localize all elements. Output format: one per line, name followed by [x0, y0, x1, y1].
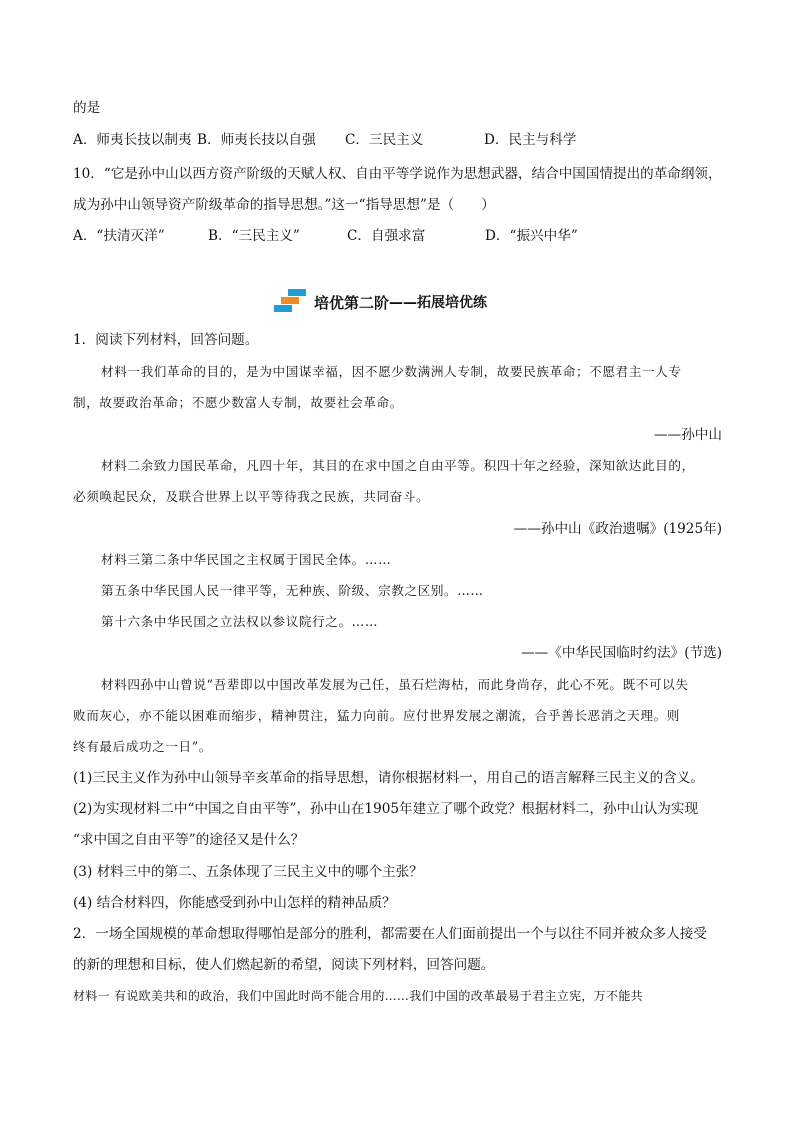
q1-subquestion-1: (1)三民主义作为孙中山领导辛亥革命的指导思想，请你根据材料一，用自己的语言解释三民主义的含义。: [73, 770, 704, 786]
q1-subquestion-2-line-1: (2)为实现材料二中“中国之自由平等”，孙中山在1905年建立了哪个政党？根据材料二，孙中山认为实现: [73, 801, 699, 817]
q2-material-1: 材料一 有说欧美共和的政治，我们中国此时尚不能合用的……我们中国的改革最易于君主立宪，万不能共: [73, 989, 643, 1003]
q1-subquestion-4: (4) 结合材料四，你能感受到孙中山怎样的精神品质？: [73, 895, 396, 911]
q1-subquestion-2-line-2: “求中国之自由平等”的途径又是什么？: [73, 832, 305, 848]
q10-option-d[interactable]: D．“振兴中华”: [485, 228, 578, 244]
q1-material-3-line-2: 第五条中华民国人民一律平等，无种族、阶级、宗教之区别。……: [101, 583, 484, 598]
q1-intro: 1．阅读下列材料，回答问题。: [73, 332, 259, 348]
q10-option-c[interactable]: C．自强求富: [347, 228, 426, 244]
q1-material-4-line-3: 终有最后成功之一日”。: [73, 739, 212, 754]
q1-material-4-line-1: 材料四孙中山曾说“吾辈即以中国改革发展为己任，虽石烂海枯，而此身尚存，此心不死。既不可以失: [101, 677, 689, 692]
section-heading: [274, 288, 487, 316]
q1-subquestion-3: (3) 材料三中的第二、五条体现了三民主义中的哪个主张？: [73, 864, 423, 880]
q1-material-3-line-1: 材料三第二条中华民国之主权属于国民全体。……: [101, 552, 392, 567]
section-title: 培优第二阶: [314, 293, 390, 312]
q1-material-2-line-2: 必须唤起民众，及联合世界上以平等待我之民族，共同奋斗。: [73, 489, 430, 504]
q1-material-2-source: ——孙中山《政治遗嘱》(1925年): [513, 521, 722, 537]
q1-material-1-source: ——孙中山: [654, 427, 722, 443]
q10-line-1: 10．“它是孙中山以西方资产阶级的天赋人权、自由平等学说作为思想武器，结合中国国情提出的革命纲领，: [73, 166, 722, 182]
q2-line-2: 的新的理想和目标，使人们燃起新的希望，阅读下列材料，回答问题。: [73, 957, 495, 973]
q1-material-3-source: ——《中华民国临时约法》(节选): [521, 645, 722, 661]
section-subtitle: ——拓展培优练: [389, 295, 488, 311]
q1-material-1-line-1: 材料一我们革命的目的，是为中国谋幸福，因不愿少数满洲人专制，故要民族革命；不愿君主一人专: [101, 364, 682, 379]
q10-options: [73, 226, 578, 246]
q1-material-2-line-1: 材料二余致力国民革命，凡四十年，其目的在求中国之自由平等。积四十年之经验，深知欲达此目的，: [101, 458, 695, 473]
q9-option-b[interactable]: B．师夷长技以自强: [197, 132, 316, 148]
q1-material-4-line-2: 败而灰心，亦不能以困难而缩步，精神贯注，猛力向前。应付世界发展之潮流，合乎善长恶消之天理。则: [73, 708, 680, 723]
q1-material-1-line-2: 制，故要政治革命；不愿少数富人专制，故要社会革命。: [73, 395, 403, 410]
q10-line-2: 成为孙中山领导资产阶级革命的指导思想。”这一“指导思想”是（ ）: [73, 197, 495, 213]
q10-option-a[interactable]: A．“扶清灭洋”: [73, 228, 165, 244]
stairs-icon: [274, 289, 308, 315]
q9-option-d[interactable]: D．民主与科学: [484, 132, 577, 148]
q9-tail: 的是: [73, 100, 101, 116]
q10-option-b[interactable]: B．“三民主义”: [208, 228, 300, 244]
q9-option-a[interactable]: A．师夷长技以制夷: [73, 132, 192, 148]
q2-line-1: 2．一场全国规模的革命想取得哪怕是部分的胜利，都需要在人们面前提出一个与以往不同并被众多人接受: [73, 926, 707, 942]
q1-material-3-line-3: 第十六条中华民国之立法权以参议院行之。……: [101, 614, 379, 629]
q9-option-c[interactable]: C．三民主义: [345, 132, 424, 148]
q9-options: [73, 130, 576, 150]
